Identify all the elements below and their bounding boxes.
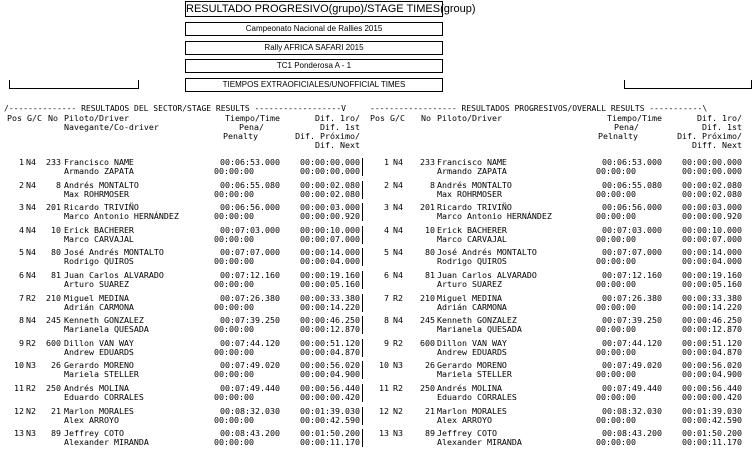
stage-driver: Ricardo TRIVIÑO — [64, 202, 139, 212]
overall-penalty: 00:00:00 — [596, 279, 636, 289]
overall-car-no: 600 — [420, 338, 435, 348]
stage-codriver: Max ROHRMOSER — [64, 189, 129, 199]
overall-dif-first: 00:01:50.200 — [682, 428, 742, 438]
col-dif1st-overall: Dif. 1st — [702, 122, 742, 132]
col-difnext: Dif. Next — [315, 140, 360, 150]
column-separator — [362, 271, 365, 289]
stage-group: N4 — [26, 180, 36, 190]
stage-dif-first: 00:00:33.380 — [300, 293, 360, 303]
rally-label: Rally AFRICA SAFARI 2015 — [185, 41, 443, 55]
stage-dif-next: 00:00:12.870 — [300, 324, 360, 334]
col-difprox: Dif. Próximo/ — [295, 131, 360, 141]
stage-penalty: 00:00:00 — [214, 189, 254, 199]
stage-penalty: 00:00:00 — [214, 415, 254, 425]
stage-pos: 1 — [19, 157, 24, 167]
overall-penalty: 00:00:00 — [596, 392, 636, 402]
overall-driver: Ricardo TRIVIÑO — [437, 202, 512, 212]
overall-codriver: Marianela QUESADA — [437, 324, 522, 334]
overall-car-no: 245 — [420, 315, 435, 325]
overall-dif-first: 00:00:33.380 — [682, 293, 742, 303]
overall-codriver: Alexander MIRANDA — [437, 437, 522, 447]
col-dif1-overall: Dif. 1ro/ — [697, 113, 742, 123]
overall-driver: Gerardo MORENO — [437, 360, 507, 370]
stage-dif-next: 00:00:00.000 — [300, 166, 360, 176]
overall-dif-first: 00:00:56.020 — [682, 360, 742, 370]
overall-time: 00:07:03.000 — [602, 225, 662, 235]
stage-car-no: 245 — [46, 315, 61, 325]
overall-dif-first: 00:00:46.250 — [682, 315, 742, 325]
overall-time: 00:07:07.000 — [602, 247, 662, 257]
overall-penalty: 00:00:00 — [596, 415, 636, 425]
stage-codriver: Marianela QUESADA — [64, 324, 149, 334]
col-pena: Pena/ — [239, 122, 264, 132]
overall-dif-next: 00:00:12.870 — [682, 324, 742, 334]
column-separator — [362, 226, 365, 244]
stage-car-no: 89 — [51, 428, 61, 438]
stage-driver: Kenneth GONZALEZ — [64, 315, 144, 325]
stage-penalty: 00:00:00 — [214, 392, 254, 402]
stage-driver: Andrés MONTALTO — [64, 180, 139, 190]
stage-group: N4 — [26, 315, 36, 325]
stage-group: N3 — [26, 360, 36, 370]
stage-driver: Marlon MORALES — [64, 406, 134, 416]
stage-car-no: 26 — [51, 360, 61, 370]
column-separator — [362, 248, 365, 266]
stage-codriver: Marco Antonio HERNÁNDEZ — [64, 211, 179, 221]
stage-results-title: /-------------- RESULTADOS DEL SECTOR/STAGE RESULTS ------------------V — [4, 104, 346, 113]
overall-dif-next: 00:00:04.870 — [682, 347, 742, 357]
stage-car-no: 250 — [46, 383, 61, 393]
col-dif1: Dif. 1ro/ — [315, 113, 360, 123]
overall-dif-next: 00:00:05.160 — [682, 279, 742, 289]
overall-dif-first: 00:00:56.440 — [682, 383, 742, 393]
left-bracket — [9, 80, 139, 89]
column-separator — [362, 407, 365, 425]
stage-pos: 4 — [19, 225, 24, 235]
overall-driver: Miguel MEDINA — [437, 293, 502, 303]
col-time-overall: Tiempo/Time — [607, 113, 662, 123]
col-driver-overall: Piloto/Driver — [437, 113, 502, 123]
stage-codriver: Marco CARVAJAL — [64, 234, 134, 244]
stage-driver: Jeffrey COTO — [64, 428, 124, 438]
overall-driver: Andrés MOLINA — [437, 383, 502, 393]
stage-dif-next: 00:00:00.920 — [300, 211, 360, 221]
stage-codriver: Alexander MIRANDA — [64, 437, 149, 447]
overall-dif-first: 00:00:51.120 — [682, 338, 742, 348]
stage-driver: Dillon VAN WAY — [64, 338, 134, 348]
col-dif1st: Dif. 1st — [320, 122, 360, 132]
stage-dif-first: 00:00:51.120 — [300, 338, 360, 348]
overall-car-no: 89 — [425, 428, 435, 438]
stage-pos: 3 — [19, 202, 24, 212]
overall-group: R2 — [393, 383, 403, 393]
col-no: No — [48, 113, 58, 123]
stage-time: 00:07:49.440 — [220, 383, 280, 393]
overall-driver: Juan Carlos ALVARADO — [437, 270, 537, 280]
overall-pos: 5 — [384, 247, 389, 257]
overall-codriver: Rodrigo QUIROS — [437, 256, 507, 266]
overall-dif-first: 00:00:02.080 — [682, 180, 742, 190]
overall-driver: Erick BACHERER — [437, 225, 507, 235]
stage-pos: 2 — [19, 180, 24, 190]
overall-group: N4 — [393, 202, 403, 212]
overall-pos: 6 — [384, 270, 389, 280]
stage-pos: 7 — [19, 293, 24, 303]
stage-driver: Andrés MOLINA — [64, 383, 129, 393]
overall-dif-next: 00:00:14.220 — [682, 302, 742, 312]
stage-car-no: 600 — [46, 338, 61, 348]
stage-group: R2 — [26, 293, 36, 303]
stage-driver: José Andrés MONTALTO — [64, 247, 164, 257]
overall-pos: 10 — [379, 360, 389, 370]
stage-group: N4 — [26, 225, 36, 235]
stage-penalty: 00:00:00 — [214, 324, 254, 334]
overall-pos: 4 — [384, 225, 389, 235]
overall-codriver: Mariela STELLER — [437, 369, 512, 379]
overall-dif-first: 00:00:03.000 — [682, 202, 742, 212]
stage-car-no: 233 — [46, 157, 61, 167]
overall-dif-next: 00:00:07.000 — [682, 234, 742, 244]
overall-dif-next: 00:00:00.420 — [682, 392, 742, 402]
overall-pos: 1 — [384, 157, 389, 167]
stage-codriver: Armando ZAPATA — [64, 166, 134, 176]
document-title: RESULTADO PROGRESIVO(grupo)/STAGE TIMES(group) — [186, 3, 476, 15]
championship-label: Campeonato Nacional de Rallies 2015 — [185, 22, 443, 36]
stage-group: R2 — [26, 383, 36, 393]
col-codriver: Navegante/Co-driver — [64, 122, 159, 132]
overall-pos: 9 — [384, 338, 389, 348]
stage-pos: 9 — [19, 338, 24, 348]
column-separator — [362, 429, 365, 447]
overall-driver: Francisco NAME — [437, 157, 507, 167]
stage-time: 00:06:56.000 — [220, 202, 280, 212]
stage-car-no: 210 — [46, 293, 61, 303]
overall-driver: Kenneth GONZALEZ — [437, 315, 517, 325]
overall-pos: 3 — [384, 202, 389, 212]
overall-time: 00:06:55.080 — [602, 180, 662, 190]
stage-codriver: Arturo SUAREZ — [64, 279, 129, 289]
stage-time: 00:06:53.000 — [220, 157, 280, 167]
stage-codriver: Andrew EDUARDS — [64, 347, 134, 357]
stage-penalty: 00:00:00 — [214, 166, 254, 176]
overall-dif-next: 00:00:02.080 — [682, 189, 742, 199]
column-separator — [362, 203, 365, 221]
stage-car-no: 80 — [51, 247, 61, 257]
overall-group: N4 — [393, 157, 403, 167]
stage-driver: Erick BACHERER — [64, 225, 134, 235]
stage-time: 00:07:07.000 — [220, 247, 280, 257]
overall-codriver: Alex ARROYO — [437, 415, 492, 425]
stage-dif-next: 00:00:04.870 — [300, 347, 360, 357]
overall-time: 00:07:49.020 — [602, 360, 662, 370]
stage-codriver: Adrián CARMONA — [64, 302, 134, 312]
stage-pos: 11 — [14, 383, 24, 393]
overall-penalty: 00:00:00 — [596, 369, 636, 379]
stage-time: 00:07:12.160 — [220, 270, 280, 280]
overall-time: 00:08:43.200 — [602, 428, 662, 438]
overall-car-no: 201 — [420, 202, 435, 212]
overall-penalty: 00:00:00 — [596, 166, 636, 176]
stage-group: N4 — [26, 247, 36, 257]
stage-penalty: 00:00:00 — [214, 369, 254, 379]
overall-dif-first: 00:00:14.000 — [682, 247, 742, 257]
stage-group: R2 — [26, 338, 36, 348]
overall-car-no: 81 — [425, 270, 435, 280]
overall-dif-first: 00:00:00.000 — [682, 157, 742, 167]
stage-dif-next: 00:00:00.420 — [300, 392, 360, 402]
stage-dif-first: 00:01:50.200 — [300, 428, 360, 438]
overall-car-no: 21 — [425, 406, 435, 416]
stage-penalty: 00:00:00 — [214, 437, 254, 447]
overall-time: 00:07:44.120 — [602, 338, 662, 348]
stage-car-no: 21 — [51, 406, 61, 416]
overall-penalty: 00:00:00 — [596, 234, 636, 244]
overall-dif-next: 00:00:11.170 — [682, 437, 742, 447]
col-difnext-overall: Diff. Next — [692, 140, 742, 150]
stage-dif-next: 00:00:02.080 — [300, 189, 360, 199]
overall-car-no: 210 — [420, 293, 435, 303]
stage-car-no: 8 — [56, 180, 61, 190]
stage-dif-first: 00:00:46.250 — [300, 315, 360, 325]
col-pena-overall: Pena/ — [614, 122, 639, 132]
stage-driver: Miguel MEDINA — [64, 293, 129, 303]
column-separator — [362, 158, 365, 176]
stage-pos: 8 — [19, 315, 24, 325]
stage-codriver: Mariela STELLER — [64, 369, 139, 379]
stage-pos: 12 — [14, 406, 24, 416]
overall-codriver: Marco CARVAJAL — [437, 234, 507, 244]
overall-driver: José Andrés MONTALTO — [437, 247, 537, 257]
overall-group: N4 — [393, 225, 403, 235]
stage-driver: Gerardo MORENO — [64, 360, 134, 370]
overall-dif-first: 00:00:10.000 — [682, 225, 742, 235]
overall-driver: Andrés MONTALTO — [437, 180, 512, 190]
stage-dif-next: 00:00:11.170 — [300, 437, 360, 447]
overall-group: N2 — [393, 406, 403, 416]
col-driver: Piloto/Driver — [64, 113, 129, 123]
overall-codriver: Andrew EDUARDS — [437, 347, 507, 357]
stage-time: 00:07:44.120 — [220, 338, 280, 348]
overall-group: N4 — [393, 180, 403, 190]
overall-pos: 11 — [379, 383, 389, 393]
stage-pos: 6 — [19, 270, 24, 280]
overall-car-no: 233 — [420, 157, 435, 167]
overall-time: 00:06:56.000 — [602, 202, 662, 212]
col-time: Tiempo/Time — [225, 113, 280, 123]
stage-group: N4 — [26, 157, 36, 167]
stage-group: N3 — [26, 428, 36, 438]
stage-codriver: Rodrigo QUIROS — [64, 256, 134, 266]
stage-penalty: 00:00:00 — [214, 211, 254, 221]
overall-group: N3 — [393, 360, 403, 370]
overall-car-no: 10 — [425, 225, 435, 235]
stage-group: N4 — [26, 270, 36, 280]
col-no-overall: No — [421, 113, 431, 123]
overall-penalty: 00:00:00 — [596, 347, 636, 357]
overall-penalty: 00:00:00 — [596, 324, 636, 334]
overall-time: 00:08:32.030 — [602, 406, 662, 416]
overall-time: 00:07:12.160 — [602, 270, 662, 280]
stage-dif-first: 00:00:03.000 — [300, 202, 360, 212]
stage-penalty: 00:00:00 — [214, 234, 254, 244]
stage-dif-next: 00:00:04.900 — [300, 369, 360, 379]
overall-driver: Dillon VAN WAY — [437, 338, 507, 348]
col-penalty: Penalty — [223, 131, 258, 141]
overall-group: N3 — [393, 428, 403, 438]
overall-pos: 8 — [384, 315, 389, 325]
stage-driver: Juan Carlos ALVARADO — [64, 270, 164, 280]
overall-penalty: 00:00:00 — [596, 437, 636, 447]
stage-car-no: 10 — [51, 225, 61, 235]
overall-car-no: 26 — [425, 360, 435, 370]
overall-penalty: 00:00:00 — [596, 302, 636, 312]
stage-time: 00:08:43.200 — [220, 428, 280, 438]
overall-penalty: 00:00:00 — [596, 256, 636, 266]
stage-group: N4 — [26, 202, 36, 212]
overall-codriver: Marco Antonio HERNÁNDEZ — [437, 211, 552, 221]
stage-pos: 5 — [19, 247, 24, 257]
stage-dif-first: 00:00:02.080 — [300, 180, 360, 190]
stage-dif-first: 00:00:00.000 — [300, 157, 360, 167]
stage-pos: 10 — [14, 360, 24, 370]
stage-pos: 13 — [14, 428, 24, 438]
stage-dif-next: 00:00:04.000 — [300, 256, 360, 266]
overall-time: 00:06:53.000 — [602, 157, 662, 167]
overall-codriver: Eduardo CORRALES — [437, 392, 517, 402]
stage-time: 00:07:39.250 — [220, 315, 280, 325]
overall-codriver: Adrián CARMONA — [437, 302, 507, 312]
stage-penalty: 00:00:00 — [214, 302, 254, 312]
overall-dif-next: 00:00:42.590 — [682, 415, 742, 425]
stage-time: 00:06:55.080 — [220, 180, 280, 190]
overall-pos: 13 — [379, 428, 389, 438]
stage-time: 00:07:03.000 — [220, 225, 280, 235]
stage-dif-first: 00:00:19.160 — [300, 270, 360, 280]
stage-dif-first: 00:00:56.020 — [300, 360, 360, 370]
column-separator — [362, 181, 365, 199]
overall-time: 00:07:26.380 — [602, 293, 662, 303]
stage-codriver: Eduardo CORRALES — [64, 392, 144, 402]
stage-dif-first: 00:00:14.000 — [300, 247, 360, 257]
column-separator — [362, 294, 365, 312]
stage-dif-next: 00:00:14.220 — [300, 302, 360, 312]
col-difprox-overall: Dif. Próximo/ — [677, 131, 742, 141]
stage-group: N2 — [26, 406, 36, 416]
stage-codriver: Alex ARROYO — [64, 415, 119, 425]
overall-dif-next: 00:00:04.000 — [682, 256, 742, 266]
overall-time: 00:07:39.250 — [602, 315, 662, 325]
overall-dif-next: 00:00:00.000 — [682, 166, 742, 176]
stage-penalty: 00:00:00 — [214, 347, 254, 357]
overall-pos: 12 — [379, 406, 389, 416]
overall-group: N4 — [393, 270, 403, 280]
col-posgc-overall: Pos G/C — [370, 113, 405, 123]
stage-penalty: 00:00:00 — [214, 279, 254, 289]
overall-dif-next: 00:00:04.900 — [682, 369, 742, 379]
overall-codriver: Armando ZAPATA — [437, 166, 507, 176]
stage-dif-next: 00:00:05.160 — [300, 279, 360, 289]
overall-codriver: Arturo SUAREZ — [437, 279, 502, 289]
column-separator — [362, 384, 365, 402]
stage-car-no: 81 — [51, 270, 61, 280]
overall-group: R2 — [393, 338, 403, 348]
overall-codriver: Max ROHRMOSER — [437, 189, 502, 199]
overall-driver: Jeffrey COTO — [437, 428, 497, 438]
column-separator — [362, 361, 365, 379]
overall-dif-first: 00:01:39.030 — [682, 406, 742, 416]
overall-pos: 7 — [384, 293, 389, 303]
column-separator — [362, 316, 365, 334]
overall-dif-first: 00:00:19.160 — [682, 270, 742, 280]
stage-dif-next: 00:00:07.000 — [300, 234, 360, 244]
overall-driver: Marlon MORALES — [437, 406, 507, 416]
stage-dif-first: 00:00:56.440 — [300, 383, 360, 393]
stage-dif-first: 00:00:10.000 — [300, 225, 360, 235]
overall-penalty: 00:00:00 — [596, 211, 636, 221]
stage-driver: Francisco NAME — [64, 157, 134, 167]
overall-pos: 2 — [384, 180, 389, 190]
col-posgc: Pos G/C — [7, 113, 42, 123]
col-penalty-overall: Pelnalty — [598, 131, 638, 141]
overall-group: N4 — [393, 247, 403, 257]
overall-results-title: ------------------ RESULTADOS PROGRESIVOS/OVERALL RESULTS -----------\ — [370, 104, 708, 113]
unofficial-note: TIEMPOS EXTRAOFICIALES/UNOFFICIAL TIMES — [185, 78, 443, 92]
stage-time: 00:08:32.030 — [220, 406, 280, 416]
overall-car-no: 250 — [420, 383, 435, 393]
stage-penalty: 00:00:00 — [214, 256, 254, 266]
stage-time: 00:07:26.380 — [220, 293, 280, 303]
overall-car-no: 8 — [430, 180, 435, 190]
overall-group: R2 — [393, 293, 403, 303]
stage-dif-next: 00:00:42.590 — [300, 415, 360, 425]
overall-car-no: 80 — [425, 247, 435, 257]
stage-dif-first: 00:01:39.030 — [300, 406, 360, 416]
overall-time: 00:07:49.440 — [602, 383, 662, 393]
overall-penalty: 00:00:00 — [596, 189, 636, 199]
overall-group: N4 — [393, 315, 403, 325]
column-separator — [362, 339, 365, 357]
stage-label: TC1 Ponderosa A - 1 — [185, 59, 443, 73]
stage-time: 00:07:49.020 — [220, 360, 280, 370]
overall-dif-next: 00:00:00.920 — [682, 211, 742, 221]
right-bracket — [624, 80, 752, 89]
stage-car-no: 201 — [46, 202, 61, 212]
